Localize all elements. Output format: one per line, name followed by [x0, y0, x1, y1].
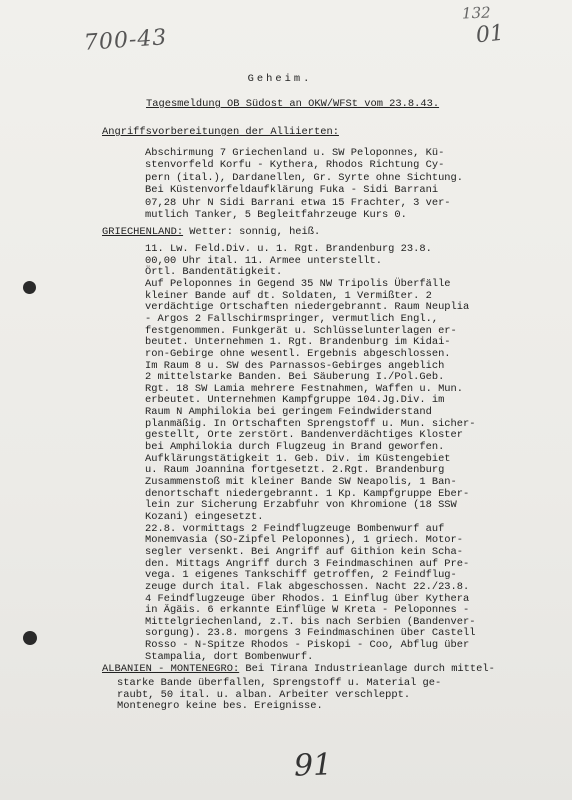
text-line: den. Mittags Angriff durch 3 Feindmaschinen auf Pre- — [145, 557, 470, 570]
text-line: bei Amphilokia durch Flugzeug in Brand geworfen. — [145, 441, 445, 454]
section-heading-albania-row — [102, 663, 495, 676]
text-line: planmäßig. In Ortschaften Sprengstoff u. Mun. sicher- — [145, 417, 476, 430]
text-line: Kozani) eingesetzt. — [145, 510, 264, 523]
text-line: erbeutet. Unternehmen Kampfgruppe 104.Jg.Div. im — [145, 394, 445, 407]
text-line: Örtl. Bandentätigkeit. — [145, 266, 283, 279]
text-line: Abschirmung 7 Griechenland u. SW Peloponnes, Kü- — [145, 147, 445, 159]
text-line: Rosso - N-Spitze Rhodos - Piskopi - Coo, Abflug über — [145, 639, 470, 652]
section-heading-greece: GRIECHENLAND: — [102, 226, 184, 238]
text-line: Monemvasia (SO-Zipfel Peloponnes), 1 griech. Motor- — [145, 534, 464, 547]
text-line: Aufklärungstätigkeit 1. Geb. Div. im Küstengebiet — [145, 452, 451, 465]
text-line: Montenegro keine bes. Ereignisse. — [117, 700, 323, 712]
text-line: Mittelgriechenland, z.T. bis nach Serbien (Bandenver- — [145, 615, 476, 628]
text-line: Rgt. 18 SW Lamia mehrere Festnahmen, Waffen u. Mun. — [145, 382, 464, 395]
text-line: mutlich Tanker, 5 Begleitfahrzeuge Kurs 0. — [145, 209, 407, 221]
text-line: raubt, 50 ital. u. alban. Arbeiter verschleppt. — [117, 688, 411, 701]
text-line: verdächtige Ortschaften niedergebrannt. Raum Neuplia — [145, 301, 470, 314]
text-line: u. Raum Joannina fortgesetzt. 2.Rgt. Brandenburg — [145, 464, 445, 477]
handwritten-page-number: 91 — [293, 747, 333, 784]
text-line: kleiner Bande auf dt. Soldaten, 1 Vermißter. 2 — [145, 289, 432, 302]
section-heading-allied: Angriffsvorbereitungen der Alliierten: — [102, 126, 339, 138]
handwritten-folio: 01 — [474, 20, 506, 49]
text-line: Zusammenstoß mit kleiner Bande SW Neapolis, 1 Ban- — [145, 476, 457, 488]
text-line: 00,00 Uhr ital. 11. Armee unterstellt. — [145, 254, 382, 267]
text-line: segler versenkt. Bei Angriff auf Githion kein Scha- — [145, 545, 464, 558]
handwritten-archive-number: 700-43 — [83, 25, 169, 56]
text-line: in Ägäis. 6 erkannte Einflüge W Kreta - Peloponnes - — [145, 604, 470, 617]
punch-hole-icon — [23, 281, 36, 294]
punch-hole-icon — [23, 631, 37, 645]
text-line: lein zur Sicherung Erzabfuhr von Khromione (18 SSW — [145, 499, 457, 512]
report-title: Tagesmeldung OB Südost an OKW/WFSt vom 23.8.43. — [146, 98, 440, 110]
albania-first-line: Bei Tirana Industrieanlage durch mittel- — [239, 663, 495, 675]
text-line: 4 Feindflugzeuge über Rhodos. 1 Einflug über Kythera — [145, 592, 470, 605]
text-line: sorgung). 23.8. morgens 3 Feindmaschinen über Castell — [145, 627, 476, 640]
weather-note: Wetter: sonnig, heiß. — [183, 226, 321, 238]
text-line: vega. 1 eigenes Tankschiff getroffen, 2 Feindflug- — [145, 569, 457, 582]
text-line: 07,28 Uhr N Sidi Barrani etwa 15 Frachter, 3 ver- — [145, 196, 451, 209]
handwritten-folio-small: 132 — [461, 3, 491, 23]
text-line: 11. Lw. Feld.Div. u. 1. Rgt. Brandenburg 23.8. — [145, 243, 432, 255]
text-line: zeuge durch ital. Flak abgeschossen. Nacht 22./23.8. — [145, 580, 470, 593]
text-line: denortschaft niedergebrannt. 1 Kp. Kampfgruppe Eber- — [145, 487, 470, 500]
text-line: pern (ital.), Dardanellen, Gr. Syrte ohne Sichtung. — [145, 171, 464, 184]
text-line: Raum N Amphilokia bei geringem Feindwiderstand — [145, 406, 432, 419]
text-line: - Argos 2 Fallschirmspringer, vermutlich Engl., — [145, 312, 439, 325]
text-line: beutet. Unternehmen 1. Rgt. Brandenburg im Kidai- — [145, 336, 451, 349]
text-line: 2 mittelstarke Banden. Bei Säuberung I./Pol.Geb. — [145, 371, 445, 384]
section-heading-albania: ALBANIEN - MONTENEGRO: — [102, 663, 240, 675]
text-line: Bei Küstenvorfeldaufklärung Fuka - Sidi Barrani — [145, 184, 439, 197]
section-heading-greece-row — [102, 226, 320, 239]
text-line: ron-Gebirge ohne wesentl. Ergebnis abgeschlossen. — [145, 347, 451, 360]
text-line: Stampalia, dort Bombenwurf. — [145, 650, 314, 663]
text-line: gestellt, Orte zerstört. Bandenverdächtiges Kloster — [145, 429, 464, 442]
text-line: 22.8. vormittags 2 Feindflugzeuge Bombenwurf auf — [145, 522, 445, 535]
classification-mark: Geheim. — [247, 73, 313, 85]
text-line: festgenommen. Funkgerät u. Schlüsselunterlagen er- — [145, 324, 457, 337]
text-line: Im Raum 8 u. SW des Parnassos-Gebirges angeblich — [145, 359, 445, 372]
text-line: Auf Peloponnes in Gegend 35 NW Tripolis Überfälle — [145, 277, 451, 290]
text-line: starke Bande überfallen, Sprengstoff u. Material ge- — [117, 677, 442, 689]
text-line: stenvorfeld Korfu - Kythera, Rhodos Richtung Cy- — [145, 159, 445, 172]
